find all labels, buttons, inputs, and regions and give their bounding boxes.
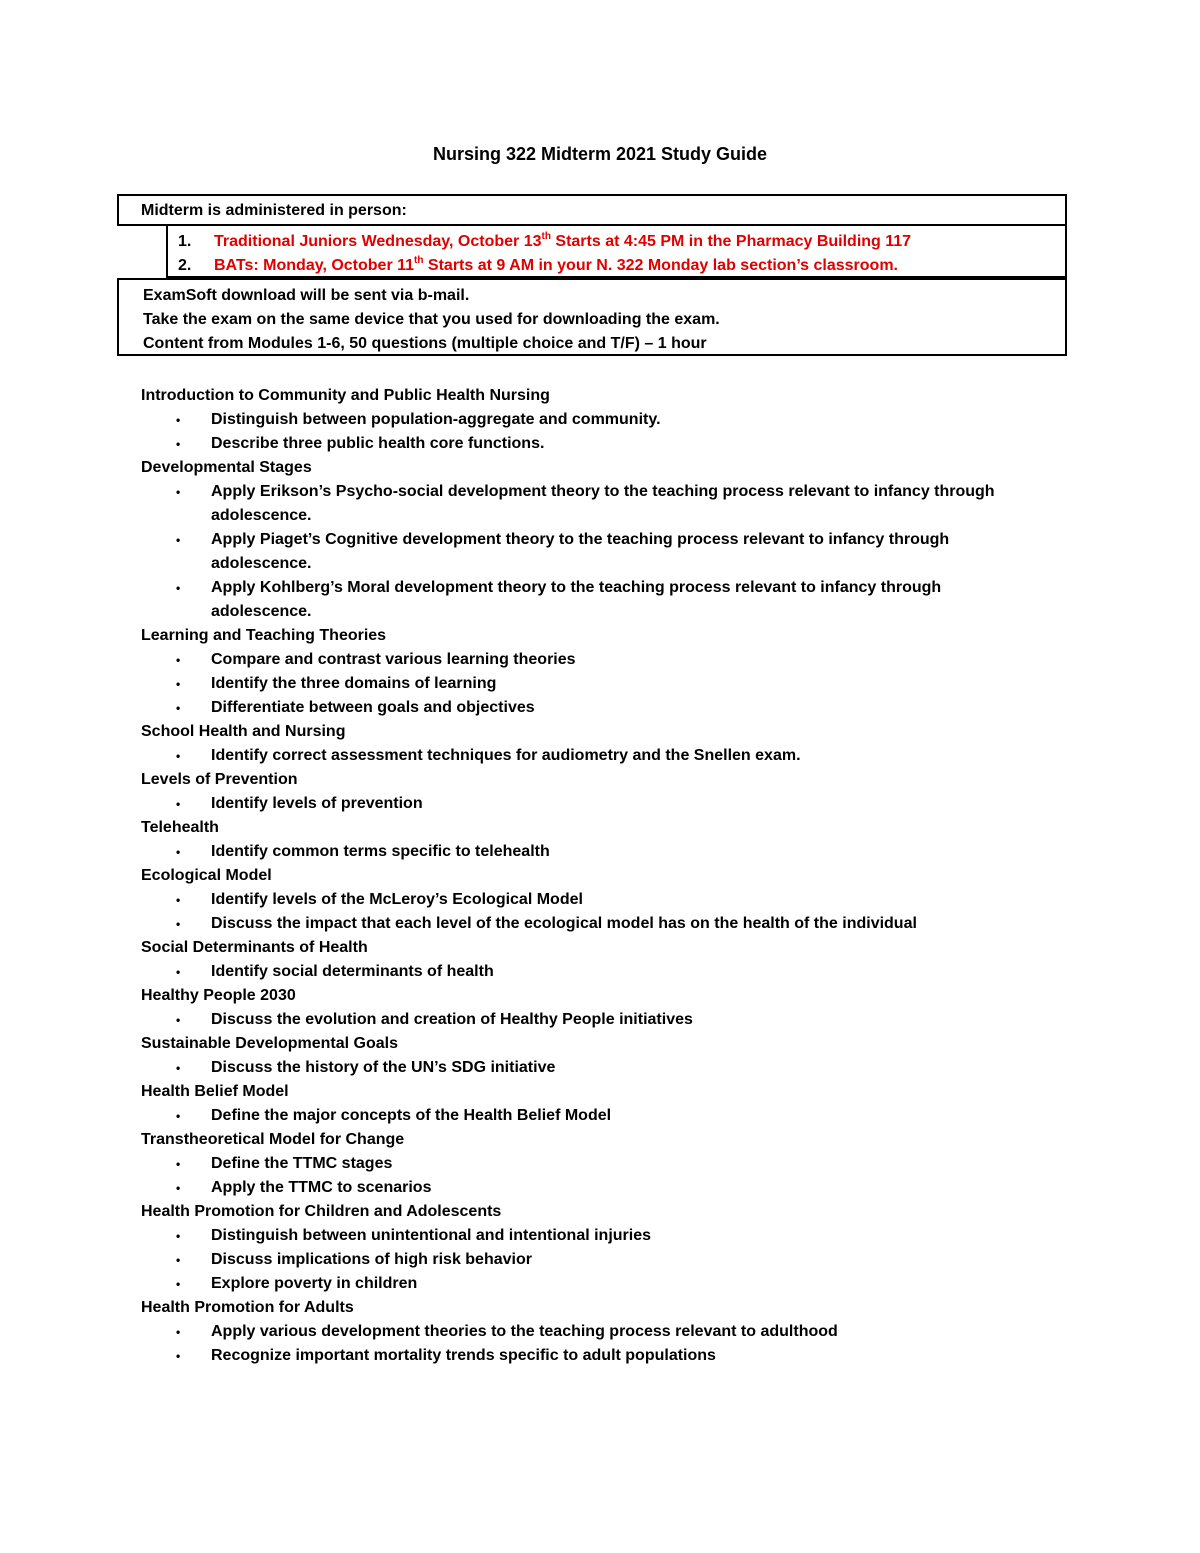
bullet-icon: • [176,1061,181,1075]
list-item [141,792,1041,816]
bullet-icon: • [176,965,181,979]
list-item-text: Apply Erikson’s Psycho-social development theory to the teaching process relevant to infancy through adolescence. [211,483,995,524]
list-item-text: Recognize important mortality trends specific to adult populations [211,1347,716,1364]
bullet-icon: • [176,1349,181,1363]
list-item [141,744,1041,768]
exam-schedule-box [166,224,1067,278]
exam-note: Take the exam on the same device that you used for downloading the exam. [143,311,720,328]
list-item-text: Apply the TTMC to scenarios [211,1179,432,1196]
section-heading: Transtheoretical Model for Change [141,1131,405,1148]
list-item [141,480,1041,528]
bullet-icon: • [176,1013,181,1027]
list-item [141,912,1041,936]
schedule-number: 1. [178,233,192,250]
list-item-text: Identify common terms specific to telehealth [211,843,550,860]
bullet-icon: • [176,1277,181,1291]
section-heading: School Health and Nursing [141,723,346,740]
section-heading: Health Belief Model [141,1083,289,1100]
list-item-text: Distinguish between unintentional and intentional injuries [211,1227,652,1244]
bullet-icon: • [176,485,181,499]
section-heading: Telehealth [141,819,219,836]
list-item [141,960,1041,984]
list-item [141,696,1041,720]
list-item [141,672,1041,696]
list-item-text: Apply various development theories to the teaching process relevant to adulthood [211,1323,838,1340]
section-heading: Health Promotion for Children and Adolescents [141,1203,502,1220]
bullet-icon: • [176,1325,181,1339]
list-item-text: Identify the three domains of learning [211,675,497,692]
list-item-text: Discuss the evolution and creation of Healthy People initiatives [211,1011,693,1028]
section-heading: Healthy People 2030 [141,987,296,1004]
list-item-text: Differentiate between goals and objectives [211,699,535,716]
list-item [141,1272,1041,1296]
list-item-text: Identify levels of prevention [211,795,423,812]
schedule-row [178,254,1065,278]
list-item-text: Discuss the impact that each level of the ecological model has on the health of the individual [211,915,917,932]
list-item [141,840,1041,864]
exam-note: Content from Modules 1-6, 50 questions (multiple choice and T/F) – 1 hour [143,335,707,352]
bullet-icon: • [176,413,181,427]
bullet-icon: • [176,845,181,859]
list-item-text: Identify levels of the McLeroy’s Ecological Model [211,891,583,908]
list-item-text: Apply Piaget’s Cognitive development theory to the teaching process relevant to infancy through adolescence. [211,531,950,572]
list-item-text: Define the major concepts of the Health Belief Model [211,1107,612,1124]
exam-info-header-box [117,194,1067,226]
exam-notes-box [117,278,1067,356]
list-item-text: Compare and contrast various learning theories [211,651,576,668]
list-item [141,648,1041,672]
section-heading: Introduction to Community and Public Health Nursing [141,387,550,404]
schedule-text: BATs: Monday, October 11th Starts at 9 AM in your N. 322 Monday lab section’s classroom. [214,255,898,274]
list-item [141,408,1041,432]
bullet-icon: • [176,1109,181,1123]
list-item [141,1152,1041,1176]
schedule-number: 2. [178,257,192,274]
section-heading: Learning and Teaching Theories [141,627,387,644]
schedule-text: Traditional Juniors Wednesday, October 13th Starts at 4:45 PM in the Pharmacy Building 117 [214,231,912,250]
list-item-text: Describe three public health core functions. [211,435,545,452]
section-heading: Levels of Prevention [141,771,298,788]
bullet-icon: • [176,1181,181,1195]
bullet-icon: • [176,797,181,811]
list-item [141,1224,1041,1248]
list-item [141,1008,1041,1032]
exam-note: ExamSoft download will be sent via b-mail. [143,287,470,304]
bullet-icon: • [176,749,181,763]
list-item [141,1104,1041,1128]
list-item [141,576,1041,624]
list-item-text: Explore poverty in children [211,1275,418,1292]
schedule-row [178,230,1065,254]
bullet-icon: • [176,581,181,595]
list-item [141,432,1041,456]
list-item-text: Distinguish between population-aggregate and community. [211,411,661,428]
list-item-text: Discuss implications of high risk behavior [211,1251,532,1268]
page-title: Nursing 322 Midterm 2021 Study Guide [432,144,768,164]
bullet-icon: • [176,701,181,715]
section-heading: Health Promotion for Adults [141,1299,354,1316]
list-item [141,1176,1041,1200]
exam-info-header: Midterm is administered in person: [141,202,407,219]
list-item [141,1320,1041,1344]
bullet-icon: • [176,917,181,931]
study-outline [141,384,1041,1368]
list-item [141,528,1041,576]
bullet-icon: • [176,677,181,691]
list-item-text: Discuss the history of the UN’s SDG initiative [211,1059,556,1076]
list-item [141,888,1041,912]
section-heading: Social Determinants of Health [141,939,368,956]
bullet-icon: • [176,1229,181,1243]
bullet-icon: • [176,1157,181,1171]
list-item-text: Identify social determinants of health [211,963,494,980]
list-item-text: Identify correct assessment techniques for audiometry and the Snellen exam. [211,747,801,764]
bullet-icon: • [176,437,181,451]
section-heading: Sustainable Developmental Goals [141,1035,398,1052]
list-item [141,1344,1041,1368]
bullet-icon: • [176,893,181,907]
section-heading: Developmental Stages [141,459,312,476]
list-item [141,1056,1041,1080]
bullet-icon: • [176,533,181,547]
list-item-text: Define the TTMC stages [211,1155,393,1172]
section-heading: Ecological Model [141,867,272,884]
list-item [141,1248,1041,1272]
bullet-icon: • [176,653,181,667]
bullet-icon: • [176,1253,181,1267]
list-item-text: Apply Kohlberg’s Moral development theory to the teaching process relevant to infancy through adolescence. [211,579,942,620]
